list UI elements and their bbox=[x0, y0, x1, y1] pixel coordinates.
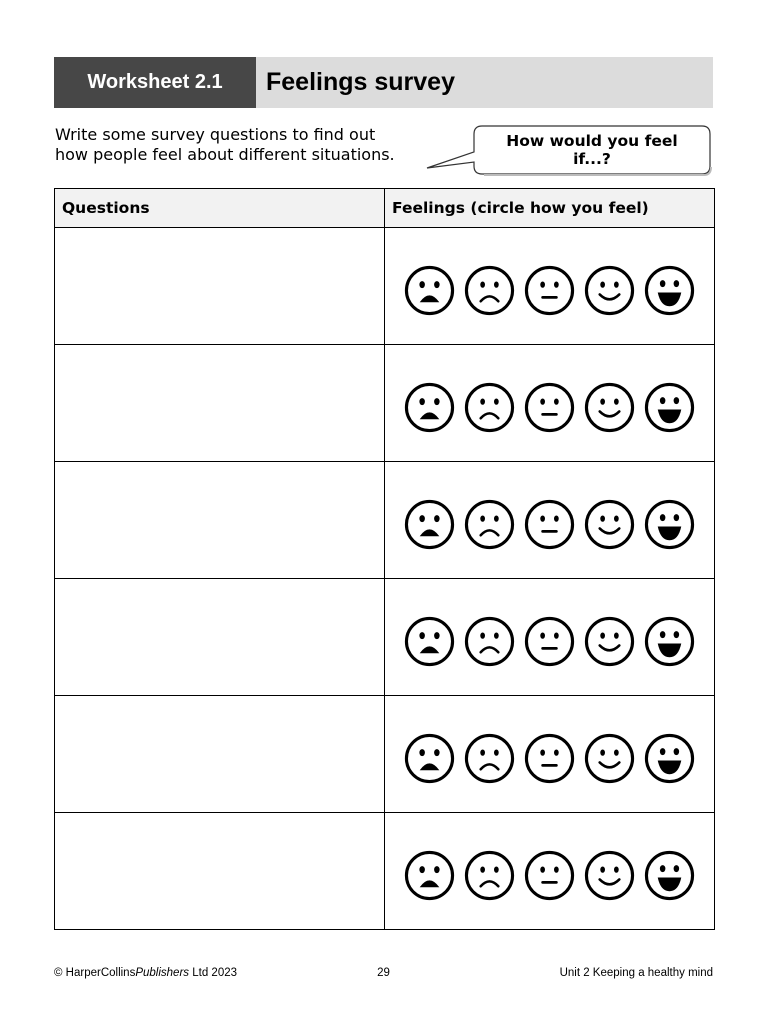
happy-face-icon[interactable] bbox=[584, 733, 635, 784]
speech-bubble-line-1: How would you feel bbox=[506, 132, 678, 150]
neutral-face-icon[interactable] bbox=[524, 850, 575, 901]
feelings-cell bbox=[385, 228, 715, 345]
feelings-cell bbox=[385, 579, 715, 696]
neutral-face-icon[interactable] bbox=[524, 382, 575, 433]
feelings-cell bbox=[385, 345, 715, 462]
intro-line-1: Write some survey questions to find out bbox=[55, 125, 376, 144]
sad-face-icon[interactable] bbox=[464, 499, 515, 550]
very-happy-face-icon[interactable] bbox=[644, 616, 695, 667]
happy-face-icon[interactable] bbox=[584, 265, 635, 316]
face-options bbox=[385, 725, 714, 784]
very-happy-face-icon[interactable] bbox=[644, 850, 695, 901]
feelings-cell bbox=[385, 813, 715, 930]
question-cell[interactable] bbox=[55, 345, 385, 462]
happy-face-icon[interactable] bbox=[584, 499, 635, 550]
table-row bbox=[55, 579, 715, 696]
intro-line-2: how people feel about different situations. bbox=[55, 145, 395, 164]
very-happy-face-icon[interactable] bbox=[644, 265, 695, 316]
question-cell[interactable] bbox=[55, 696, 385, 813]
intro-text bbox=[55, 125, 425, 165]
neutral-face-icon[interactable] bbox=[524, 499, 575, 550]
feelings-survey-table bbox=[54, 188, 715, 930]
happy-face-icon[interactable] bbox=[584, 850, 635, 901]
neutral-face-icon[interactable] bbox=[524, 616, 575, 667]
happy-face-icon[interactable] bbox=[584, 382, 635, 433]
worksheet-header bbox=[54, 57, 713, 108]
very-happy-face-icon[interactable] bbox=[644, 499, 695, 550]
very-sad-face-icon[interactable] bbox=[404, 382, 455, 433]
sad-face-icon[interactable] bbox=[464, 850, 515, 901]
very-sad-face-icon[interactable] bbox=[404, 265, 455, 316]
face-options bbox=[385, 257, 714, 316]
sad-face-icon[interactable] bbox=[464, 733, 515, 784]
table-row bbox=[55, 345, 715, 462]
table-header-row bbox=[55, 189, 715, 228]
sad-face-icon[interactable] bbox=[464, 382, 515, 433]
unit-title: Unit 2 Keeping a healthy mind bbox=[559, 967, 713, 979]
feelings-cell bbox=[385, 696, 715, 813]
question-cell[interactable] bbox=[55, 579, 385, 696]
neutral-face-icon[interactable] bbox=[524, 265, 575, 316]
feelings-cell bbox=[385, 462, 715, 579]
table-row bbox=[55, 228, 715, 345]
table-row bbox=[55, 462, 715, 579]
copyright: © HarperCollinsPublishers Ltd 2023 bbox=[54, 967, 238, 979]
speech-bubble-text bbox=[478, 132, 706, 168]
very-sad-face-icon[interactable] bbox=[404, 733, 455, 784]
table-row bbox=[55, 696, 715, 813]
table-row bbox=[55, 813, 715, 930]
question-cell[interactable] bbox=[55, 228, 385, 345]
face-options bbox=[385, 842, 714, 901]
page-number: 29 bbox=[377, 967, 390, 979]
happy-face-icon[interactable] bbox=[584, 616, 635, 667]
face-options bbox=[385, 491, 714, 550]
face-options bbox=[385, 608, 714, 667]
very-sad-face-icon[interactable] bbox=[404, 616, 455, 667]
very-happy-face-icon[interactable] bbox=[644, 733, 695, 784]
question-cell[interactable] bbox=[55, 462, 385, 579]
sad-face-icon[interactable] bbox=[464, 616, 515, 667]
questions-column-header: Questions bbox=[55, 189, 385, 228]
very-sad-face-icon[interactable] bbox=[404, 499, 455, 550]
face-options bbox=[385, 374, 714, 433]
question-cell[interactable] bbox=[55, 813, 385, 930]
neutral-face-icon[interactable] bbox=[524, 733, 575, 784]
very-happy-face-icon[interactable] bbox=[644, 382, 695, 433]
very-sad-face-icon[interactable] bbox=[404, 850, 455, 901]
speech-bubble-line-2: if...? bbox=[573, 150, 611, 168]
sad-face-icon[interactable] bbox=[464, 265, 515, 316]
worksheet-title: Feelings survey bbox=[256, 57, 713, 108]
worksheet-number: Worksheet 2.1 bbox=[54, 57, 256, 108]
feelings-column-header: Feelings (circle how you feel) bbox=[385, 189, 715, 228]
